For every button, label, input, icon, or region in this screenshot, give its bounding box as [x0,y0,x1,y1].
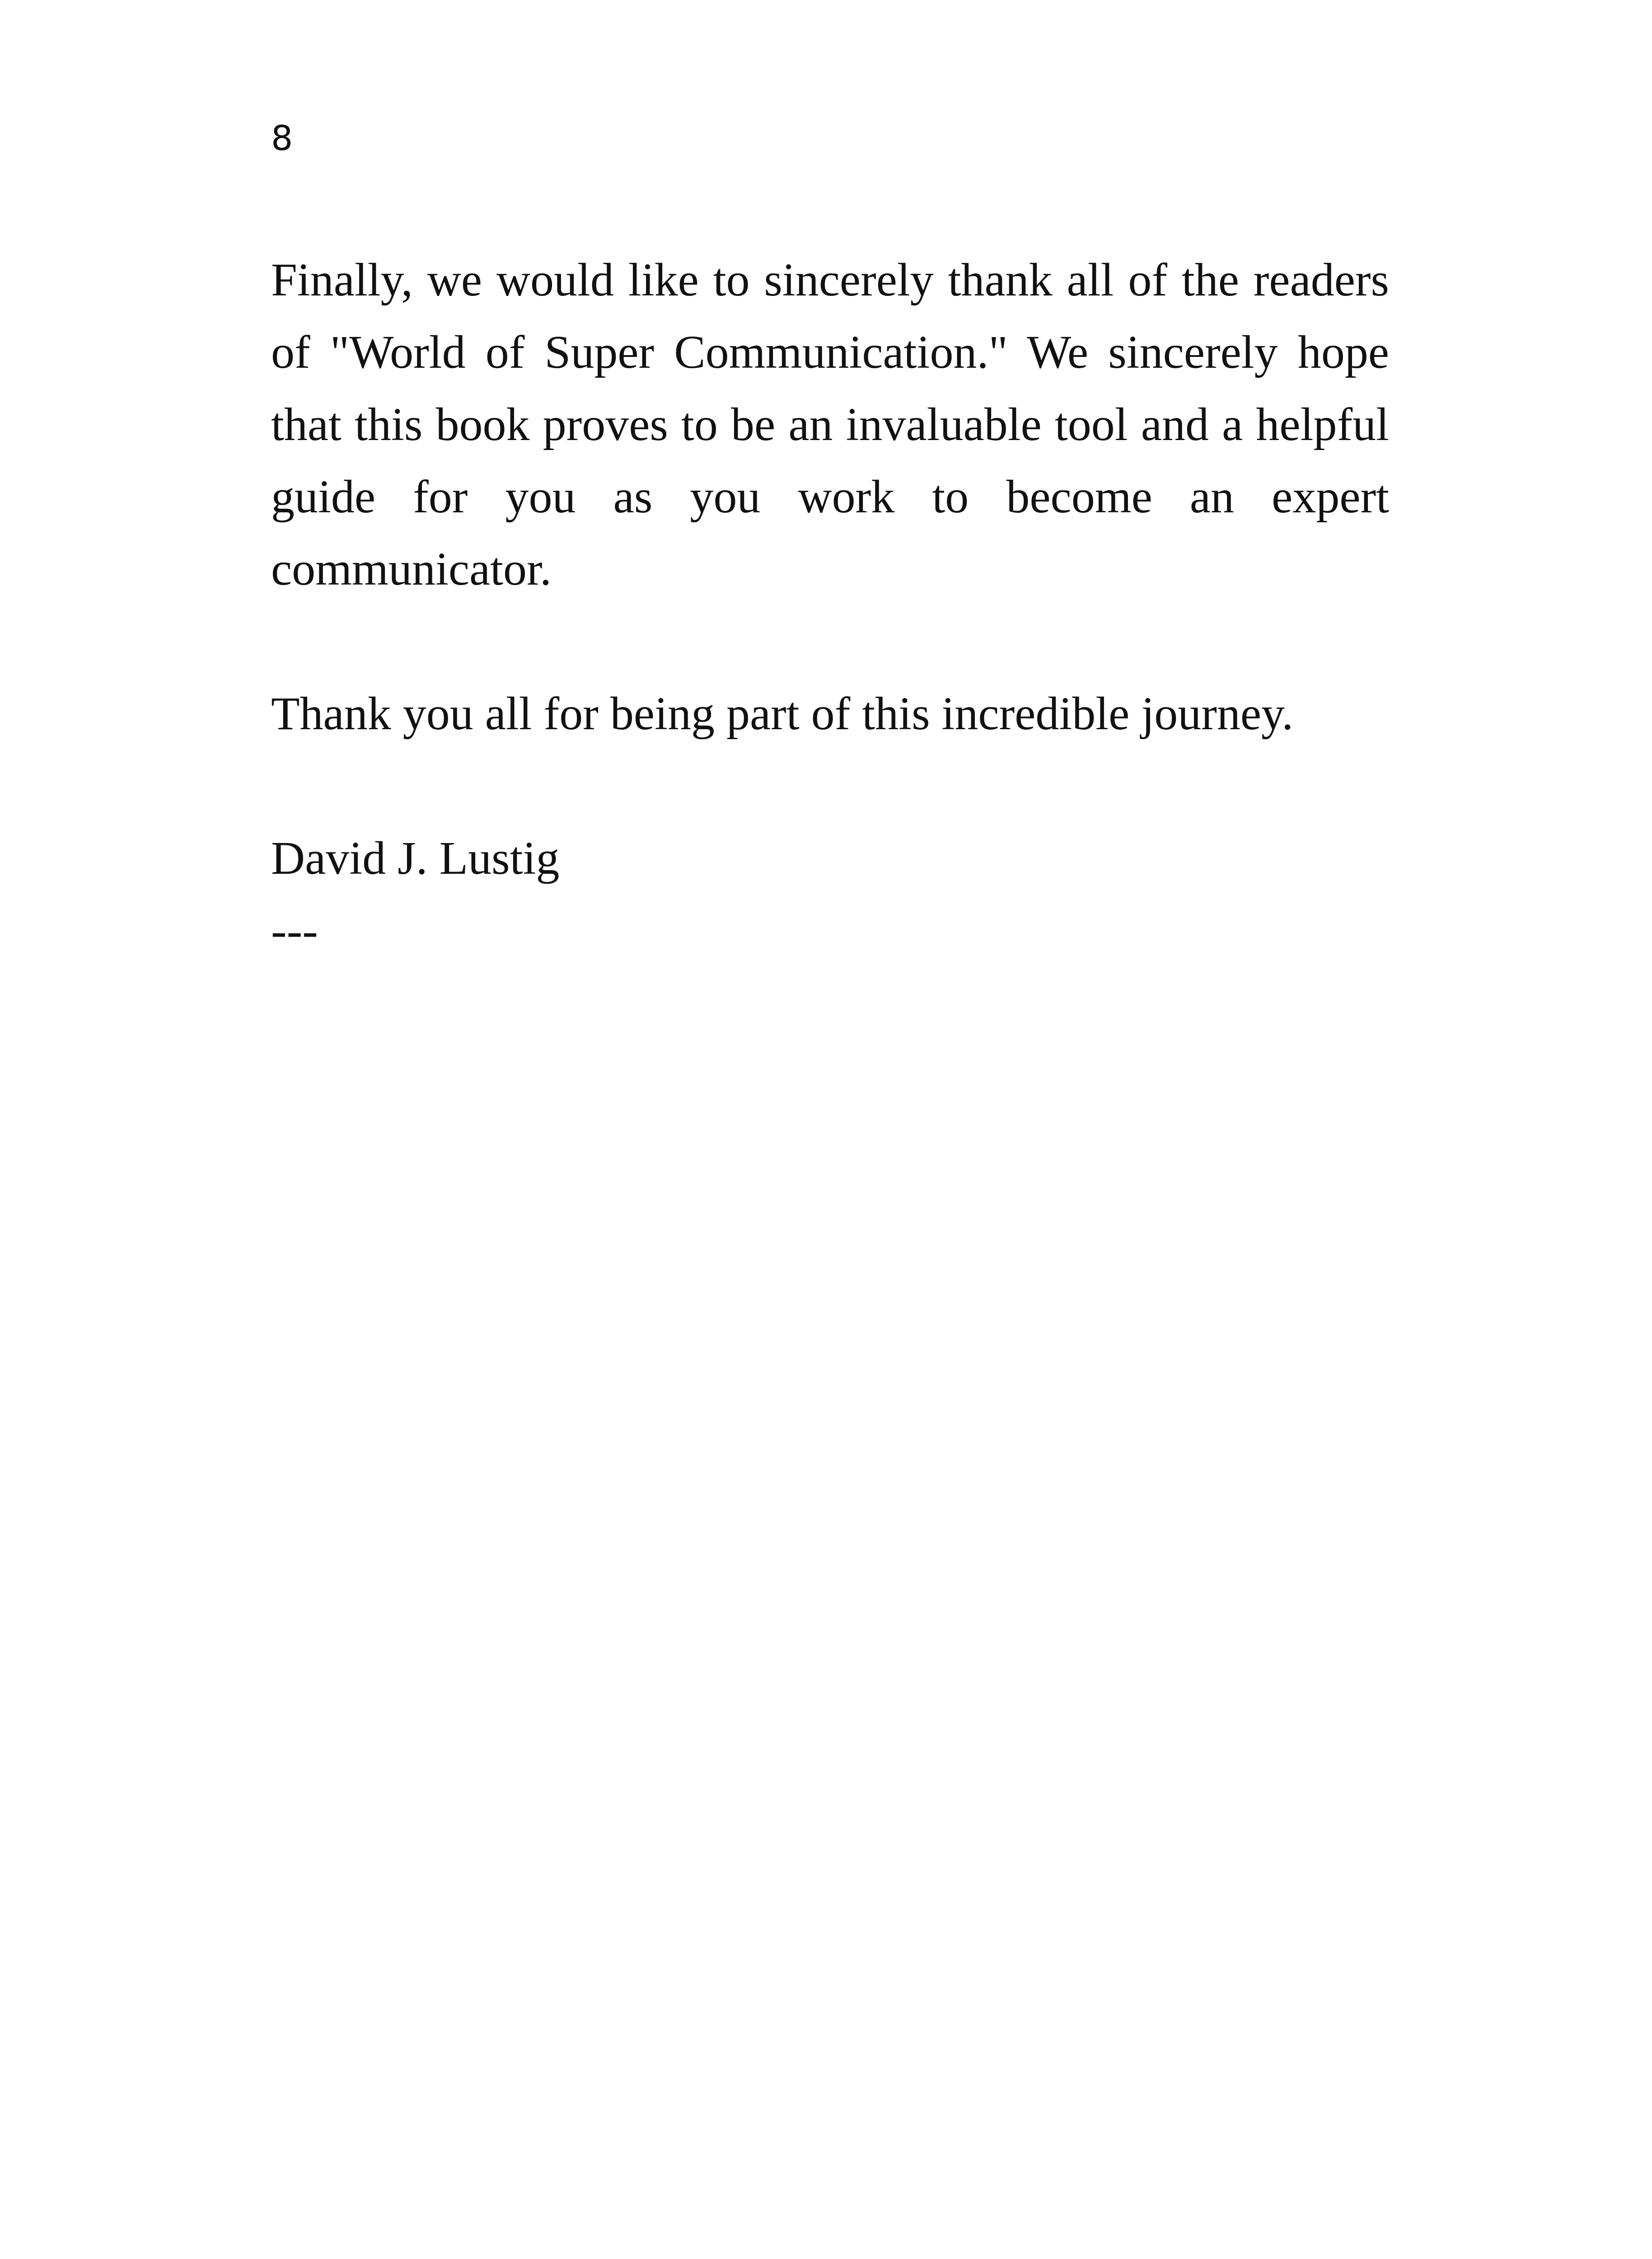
page-content [271,244,1389,967]
closing-line: Thank you all for being part of this incredible journey. [271,688,1294,740]
author-signature: David J. Lustig [271,832,560,884]
body-paragraph: Finally, we would like to sincerely thank all of the readers of "World of Super Communication." We sincerely hope that this book proves to be an invaluable tool and a helpful guide for you as you work to become an expert communicator. [271,254,1389,595]
page-number: 8 [271,118,293,158]
section-separator: --- [271,905,318,956]
